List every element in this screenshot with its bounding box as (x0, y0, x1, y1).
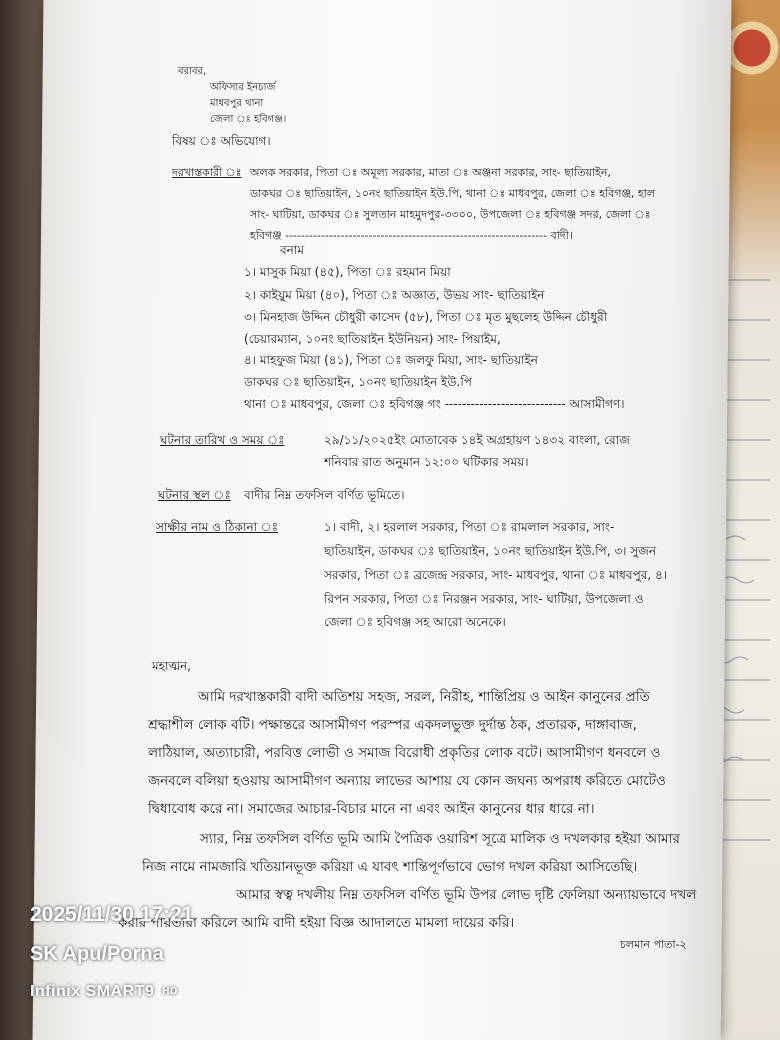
continued-page-note: চলমান পাতা-২ (620, 938, 687, 951)
incident-time-line-1: ২৯/১১/২০২৫ইং মোতাবেক ১৪ই অগ্রহায়ণ ১৪৩২ বাংলা, রোজ (324, 433, 630, 447)
applicant-label: দরখাস্তকারী ঃ (172, 166, 242, 179)
paragraph-1-line-4: জনবলে বলিয়া হওয়ায় আসামীগণ অন্যায় লাভের আশায় যে কোন জঘন্য অপরাধ করিতে মোটেও (148, 773, 666, 789)
paragraph-1-line-2: শ্রদ্ধাশীল লোক বটি। পক্ষান্তরে আসামীগণ পরস্পর একদলভুক্ত দুর্দান্ত ঠক, প্রতারক, দাঙ্গাবাজ, (148, 717, 637, 733)
versus-heading: বনাম (280, 243, 304, 257)
witness-line-1: ১। বাদী, ২। হরলাল সরকার, পিতা ঃ রামলাল সরকার, সাং- (324, 520, 615, 534)
device-name: Infinix SMART9 (30, 983, 155, 1000)
timestamp-watermark: 2025/11/30 17:21 (30, 903, 194, 926)
paragraph-1-line-1: আমি দরখাস্তকারী বাদী অতিশয় সহজ, সরল, নিরীহ, শান্তিপ্রিয় ও আইন কানুনের প্রতি (198, 689, 650, 705)
device-watermark (30, 983, 181, 1001)
accused-1: ১। মাসুক মিয়া (৪৫), পিতা ঃ রহমান মিয়া (244, 265, 451, 279)
applicant-line-2: ডাকঘর ঃ ছাতিয়াইন, ১০নং ছাতিয়াইন ইউ.পি, থানা ঃ মাধবপুর, জেলা ঃ হবিগঞ্জ, হাল (250, 187, 656, 200)
paragraph-1-line-5: দ্বিধাবোধ করে না। সমাজের আচার-বিচার মানে না এবং আইন কানুনের ধার ধারে না। (148, 801, 595, 817)
paragraph-1-line-3: লাঠিয়াল, অত্যাচারী, পরবিত্ত লোভী ও সমাজ বিরোধী প্রকৃতির লোক বটে। আসামীগণ ধনবলে ও (148, 745, 661, 761)
accused-2: ২। কাইয়ুম মিয়া (৪০), পিতা ঃ অজ্ঞাত, উভয় সাং- ছাতিয়াইন (244, 288, 545, 302)
witness-label: সাক্ষীর নাম ও ঠিকানা ঃ (156, 520, 279, 534)
witness-line-4: রিপন সরকার, পিতা ঃ নিরঞ্জন সরকার, সাং- ঘাটিয়া, উপজেলা ও (324, 592, 644, 606)
incident-place-text: বাদীর নিম্ন তফসিল বর্ণিত ভূমিতে। (244, 488, 405, 502)
address-line-2: মাধবপুর থানা (210, 98, 264, 109)
address-line-3: জেলা ঃ হবিগঞ্জ। (210, 114, 287, 125)
hd-badge: HD (159, 985, 180, 998)
paragraph-2-line-1: স্যার, নিম্ন তফসিল বর্ণিত ভূমি আমি পৈত্রিক ওয়ারিশ সূত্রে মালিক ও দখলকার হইয়া আমার (200, 831, 680, 847)
paragraph-2-line-3: আমার স্বত্ব দখলীয় নিম্ন তফসিল বর্ণিত ভূমি উপর লোভ দৃষ্টি ফেলিয়া অন্যায়ভাবে দখল (236, 887, 697, 903)
incident-time-line-2: শনিবার রাত অনুমান ১২:০০ ঘটিকার সময়। (324, 455, 529, 469)
incident-place-label: ঘটনার স্থল ঃ (158, 488, 231, 502)
applicant-line-4: হবিগঞ্জ ------------------------------------------------------------------ বাদী। (250, 229, 573, 242)
author-watermark: SK Apu/Porna (30, 943, 164, 965)
witness-line-3: সরকার, পিতা ঃ ব্রজেন্দ্র সরকার, সাং- মাধবপুর, থানা ঃ মাধবপুর, ৪। (324, 568, 668, 582)
accused-3-cont: (চেয়ারম্যান, ১০নং ছাতিয়াইন ইউনিয়ন) সাং- পিয়াইম, (244, 332, 501, 346)
witness-line-2: ছাতিয়াইন, ডাকঘর ঃ ছাতিয়াইন, ১০নং ছাতিয়াইন ইউ.পি, ৩। সুজন (324, 544, 657, 558)
accused-thana: থানা ঃ মাধবপুর, জেলা ঃ হবিগঞ্জ গং ---------------------------- আসামীগণ। (244, 397, 625, 411)
applicant-line-3: সাং- ঘাটিয়া, ডাকঘর ঃ সুলতান মাহমুদপুর-৩৩০০, উপজেলা ঃ হবিগঞ্জ সদর, জেলা ঃ (250, 208, 651, 221)
address-line-1: অফিসার ইনচার্জ (210, 82, 276, 93)
applicant-line-1: অলক সরকার, পিতা ঃ অমূল্য সরকার, মাতা ঃ অঞ্জনা সরকার, সাং- ছাতিয়াইন, (250, 166, 611, 179)
incident-time-label: ঘটনার তারিখ ও সময় ঃ (160, 433, 285, 447)
witness-line-5: জেলা ঃ হবিগঞ্জ সহ আরো অনেকে। (324, 615, 506, 629)
accused-4: ৪। মাহফুজ মিয়া (৪১), পিতা ঃ জলফু মিয়া, সাং- ছাতিয়াইন (244, 353, 538, 367)
paragraph-2-line-2: নিজ নামে নামজারি খতিয়ানভূক্ত করিয়া এ যাবৎ শান্তিপূর্ণভাবে ভোগ দখল করিয়া আসিতেছি। (142, 859, 638, 875)
subject: বিষয় ঃ অভিযোগ। (172, 134, 271, 148)
paragraph-2-line-4: করার পায়তারা করিলে আমি বাদী হইয়া বিজ্ঞ আদালতে মামলা দায়ের করি। (118, 915, 515, 931)
accused-post: ডাকঘর ঃ ছাতিয়াইন, ১০নং ছাতিয়াইন ইউ.পি (244, 375, 472, 389)
salutation: মহাত্মন, (152, 659, 191, 673)
address-to: বরাবর, (178, 66, 207, 77)
accused-3: ৩। মিনহাজ উদ্দিন চৌধুরী কাসেদ (৫৮), পিতা ঃ মৃত মুছলেহ উদ্দিন চৌধুরী (244, 310, 608, 324)
